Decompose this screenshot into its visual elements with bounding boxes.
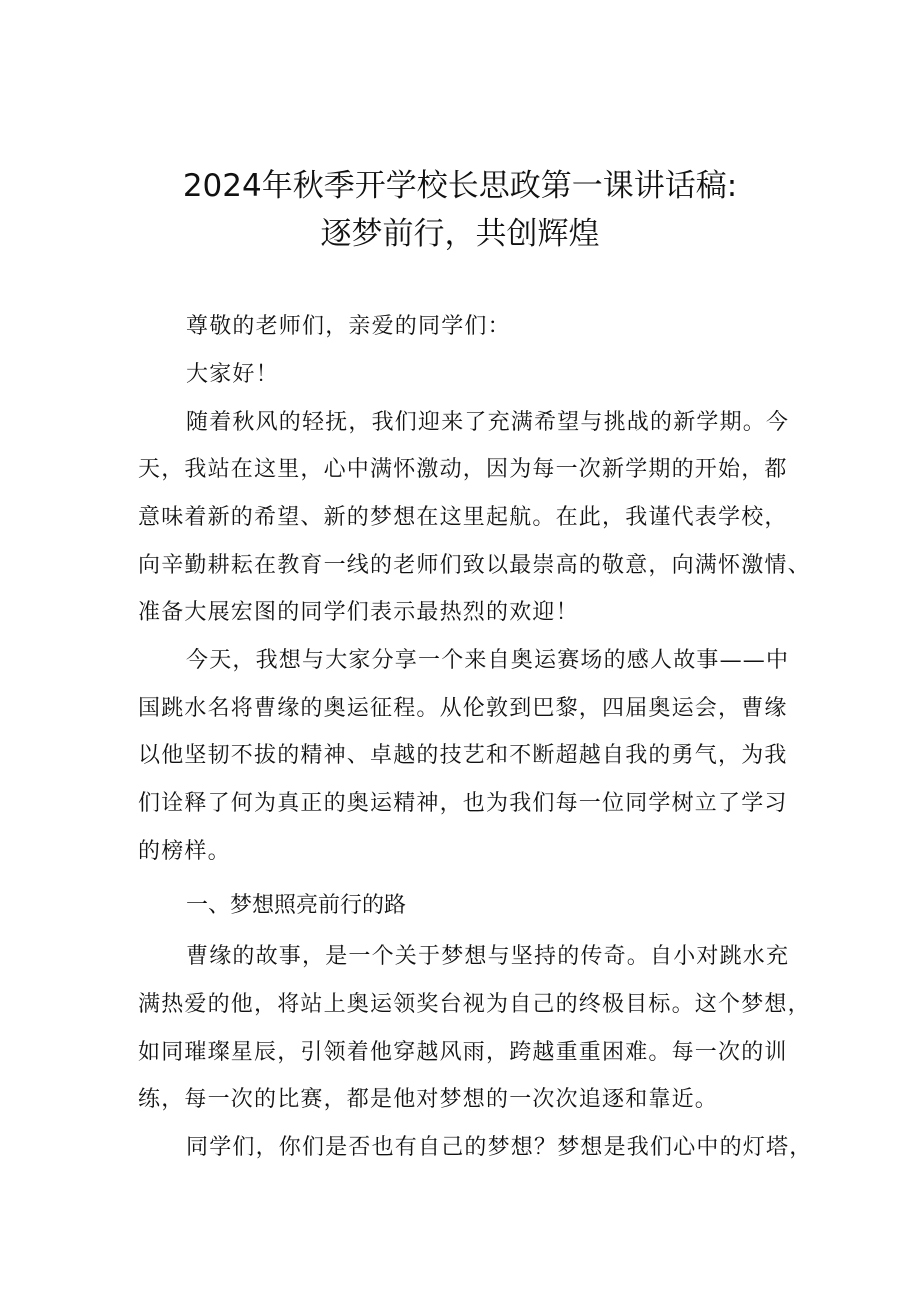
- salutation: 尊敬的老师们，亲爱的同学们：: [186, 314, 511, 339]
- paragraph-line: 们诠释了何为真正的奥运精神，也为我们每一位同学树立了学习: [138, 791, 788, 816]
- paragraph-line: 曹缘的故事，是一个关于梦想与坚持的传奇。自小对跳水充: [186, 944, 790, 969]
- paragraph-line: 准备大展宏图的同学们表示最热烈的欢迎！: [138, 600, 579, 625]
- document-title-line-1: 2024年秋季开学校长思政第一课讲话稿:: [182, 168, 738, 204]
- paragraph-line: 如同璀璨星辰，引领着他穿越风雨，跨越重重困难。每一次的训: [138, 1040, 788, 1065]
- paragraph-line: 同学们，你们是否也有自己的梦想？梦想是我们心中的灯塔，: [186, 1135, 813, 1160]
- paragraph-line: 以他坚韧不拔的精神、卓越的技艺和不断超越自我的勇气，为我: [138, 743, 788, 768]
- paragraph-line: 满热爱的他，将站上奥运领奖台视为自己的终极目标。这个梦想，: [138, 992, 811, 1017]
- paragraph-line: 国跳水名将曹缘的奥运征程。从伦敦到巴黎，四届奥运会，曹缘: [138, 696, 788, 721]
- paragraph-line: 随着秋风的轻抚，我们迎来了充满希望与挑战的新学期。今: [186, 410, 790, 435]
- paragraph-line: 练，每一次的比赛，都是他对梦想的一次次追逐和靠近。: [138, 1087, 719, 1112]
- paragraph-line: 天，我站在这里，心中满怀激动，因为每一次新学期的开始，都: [138, 457, 788, 482]
- greeting: 大家好！: [186, 362, 279, 387]
- paragraph-line: 今天，我想与大家分享一个来自奥运赛场的感人故事——中: [186, 648, 790, 673]
- document-title-line-2: 逐梦前行，共创辉煌: [320, 216, 600, 252]
- paragraph-line: 意味着新的希望、新的梦想在这里起航。在此，我谨代表学校，: [138, 505, 788, 530]
- section-heading: 一、梦想照亮前行的路: [186, 893, 407, 918]
- paragraph-line: 的榜样。: [138, 839, 231, 864]
- paragraph-line: 向辛勤耕耘在教育一线的老师们致以最崇高的敬意，向满怀激情、: [138, 553, 811, 578]
